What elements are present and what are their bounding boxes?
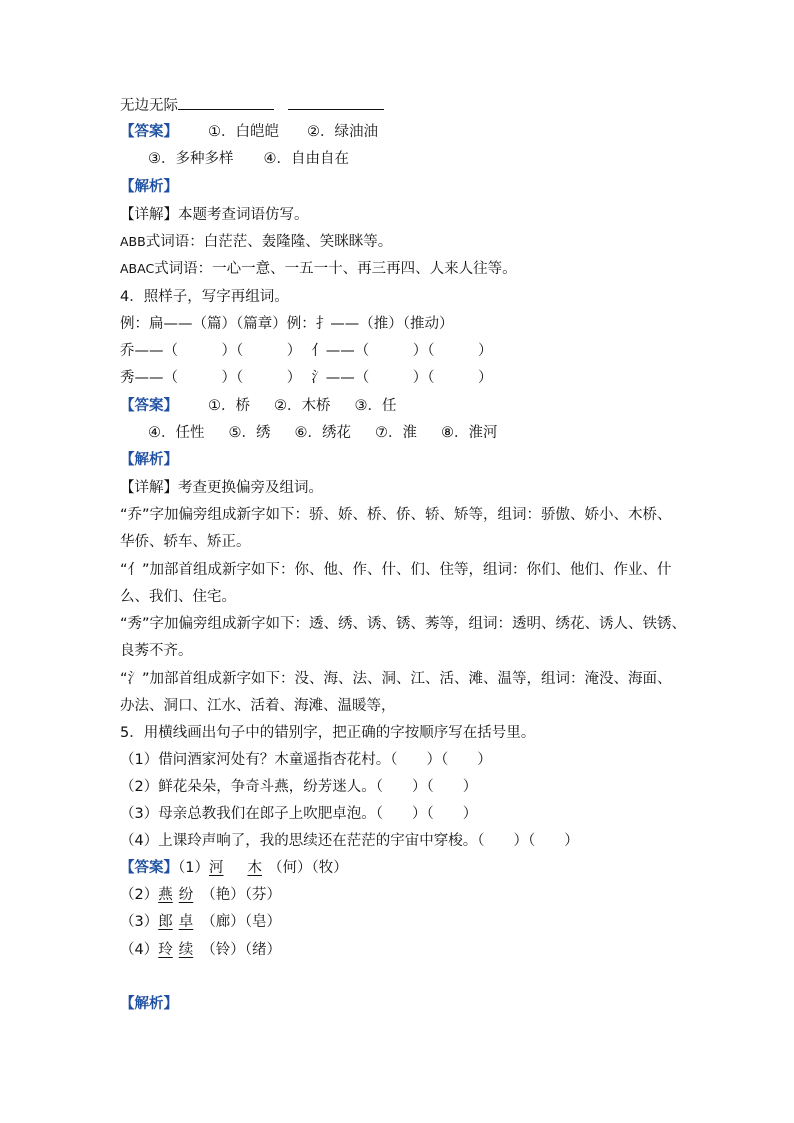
- answer-item: ③．多种多样: [148, 151, 234, 167]
- row-part: 亻——（ ）（ ）: [311, 343, 493, 359]
- answer-row-3a: [120, 122, 378, 142]
- abb-line: [120, 232, 392, 252]
- answer-5-row-3: [120, 912, 281, 932]
- abb-text: 式词语：白茫茫、轰隆隆、笑眯眯等。: [145, 234, 393, 250]
- wrong-char: 郎: [158, 914, 173, 930]
- question-4-title: 4．照样子，写字再组词。: [120, 289, 289, 305]
- detail-text: 本题考查词语仿写。: [178, 207, 309, 223]
- wrong-char: 燕: [158, 887, 173, 903]
- detail-tag: 【详解】: [120, 480, 178, 496]
- correct-chars: （艳）（芬）: [201, 887, 281, 903]
- analysis-tag: 【解析】: [120, 996, 178, 1012]
- row-number: （4）: [120, 942, 159, 958]
- wrong-char: 纷: [178, 887, 194, 903]
- row-number: （1）: [178, 860, 209, 876]
- answer-row-3b: [148, 149, 349, 169]
- answer-item: ④．任性: [148, 425, 205, 441]
- answer-tag: 【答案】: [120, 398, 178, 414]
- phrase-line: [120, 94, 384, 116]
- answer-item: ③．任: [354, 398, 397, 414]
- answer-5-row-1: [120, 858, 348, 878]
- abac-text: 式词语：一心一意、一五一十、再三再四、人来人往等。: [154, 261, 517, 277]
- question-5-sentence-2: （2）鲜花朵朵，争奇斗燕，纷芳迷人。（ ）（ ）: [120, 779, 478, 795]
- detail-line: [120, 205, 309, 225]
- answer-blank-1[interactable]: [178, 94, 274, 110]
- answer-item: ⑧．淮河: [441, 425, 498, 441]
- wrong-char: 玲: [158, 942, 173, 958]
- correct-chars: （铃）（绪）: [201, 942, 281, 958]
- answer-5-row-4: [120, 940, 281, 960]
- answer-item: ⑦．淮: [375, 425, 417, 441]
- question-5-sentence-4: （4）上课玲声响了，我的思续还在茫茫的宇宙中穿梭。（ ）（ ）: [120, 833, 579, 849]
- analysis-tag: 【解析】: [120, 452, 178, 468]
- question-5-sentence-3: （3）母亲总教我们在郎子上吹肥卓泡。（ ）（ ）: [120, 806, 478, 822]
- question-5-title: 5．用横线画出句子中的错别字，把正确的字按顺序写在括号里。: [120, 725, 536, 741]
- answer-item: ②．木桥: [274, 398, 331, 414]
- correct-chars: （何）（牧）: [267, 860, 348, 876]
- answer-row-4a: [120, 396, 397, 416]
- answer-item: ①．白皑皑: [208, 124, 279, 140]
- para-4-line-1: “氵”加部首组成新字如下：没、海、法、洞、江、活、滩、温等，组词：淹没、海面、: [120, 671, 672, 687]
- row-number: （2）: [120, 887, 159, 903]
- row-part: 秀——（ ）（ ）: [120, 370, 302, 386]
- abac-prefix: ABAC: [120, 261, 155, 276]
- analysis-tag: 【解析】: [120, 179, 178, 195]
- abb-prefix: ABB: [120, 234, 146, 249]
- para-1-line-2: 华侨、轿车、矫正。: [120, 534, 251, 550]
- detail-tag: 【详解】: [120, 207, 178, 223]
- detail-line: [120, 478, 323, 498]
- answer-row-4b: [148, 423, 498, 443]
- answer-item: ⑤．绣: [228, 425, 271, 441]
- wrong-char: 河: [208, 860, 224, 876]
- wrong-char: 木: [247, 860, 262, 876]
- para-2-line-1: “亻”加部首组成新字如下：你、他、作、什、们、住等，组词：你们、他们、作业、什: [120, 562, 672, 578]
- answer-tag: 【答案】: [120, 860, 178, 876]
- row-number: （3）: [120, 914, 159, 930]
- para-1-line-1: “乔”字加偏旁组成新字如下：骄、娇、桥、侨、轿、矫等，组词：骄傲、娇小、木桥、: [120, 507, 672, 523]
- phrase-word: 无边无际: [120, 98, 178, 114]
- question-4-example: 例：扁——（篇）（篇章）例：扌——（推）（推动）: [120, 316, 454, 332]
- wrong-char: 续: [178, 942, 194, 958]
- detail-text: 考查更换偏旁及组词。: [178, 480, 323, 496]
- para-2-line-2: 么、我们、住宅。: [120, 589, 236, 605]
- answer-item: ②．绿油油: [307, 124, 378, 140]
- answer-item: ⑥．绣花: [294, 425, 351, 441]
- correct-chars: （廊）（皂）: [201, 914, 281, 930]
- answer-item: ①．桥: [208, 398, 250, 414]
- para-3-line-1: “秀”字加偏旁组成新字如下：透、绣、诱、锈、莠等，组词：透明、绣花、诱人、铁锈、: [120, 616, 687, 632]
- row-part: 乔——（ ）（ ）: [120, 343, 302, 359]
- question-4-row-1: [120, 341, 493, 361]
- question-4-row-2: [120, 368, 493, 388]
- wrong-char: 卓: [178, 914, 194, 930]
- para-3-line-2: 良莠不齐。: [120, 643, 193, 659]
- abac-line: [120, 259, 517, 279]
- row-part: 氵——（ ）（ ）: [311, 370, 493, 386]
- answer-blank-2[interactable]: [288, 94, 384, 110]
- para-4-line-2: 办法、洞口、江水、活着、海滩、温暖等，: [120, 698, 396, 714]
- question-5-sentence-1: （1）借问酒家河处有？木童遥指杏花村。（ ）（ ）: [120, 752, 492, 768]
- answer-5-row-2: [120, 885, 281, 905]
- answer-tag: 【答案】: [120, 124, 178, 140]
- answer-item: ④．自由自在: [263, 151, 349, 167]
